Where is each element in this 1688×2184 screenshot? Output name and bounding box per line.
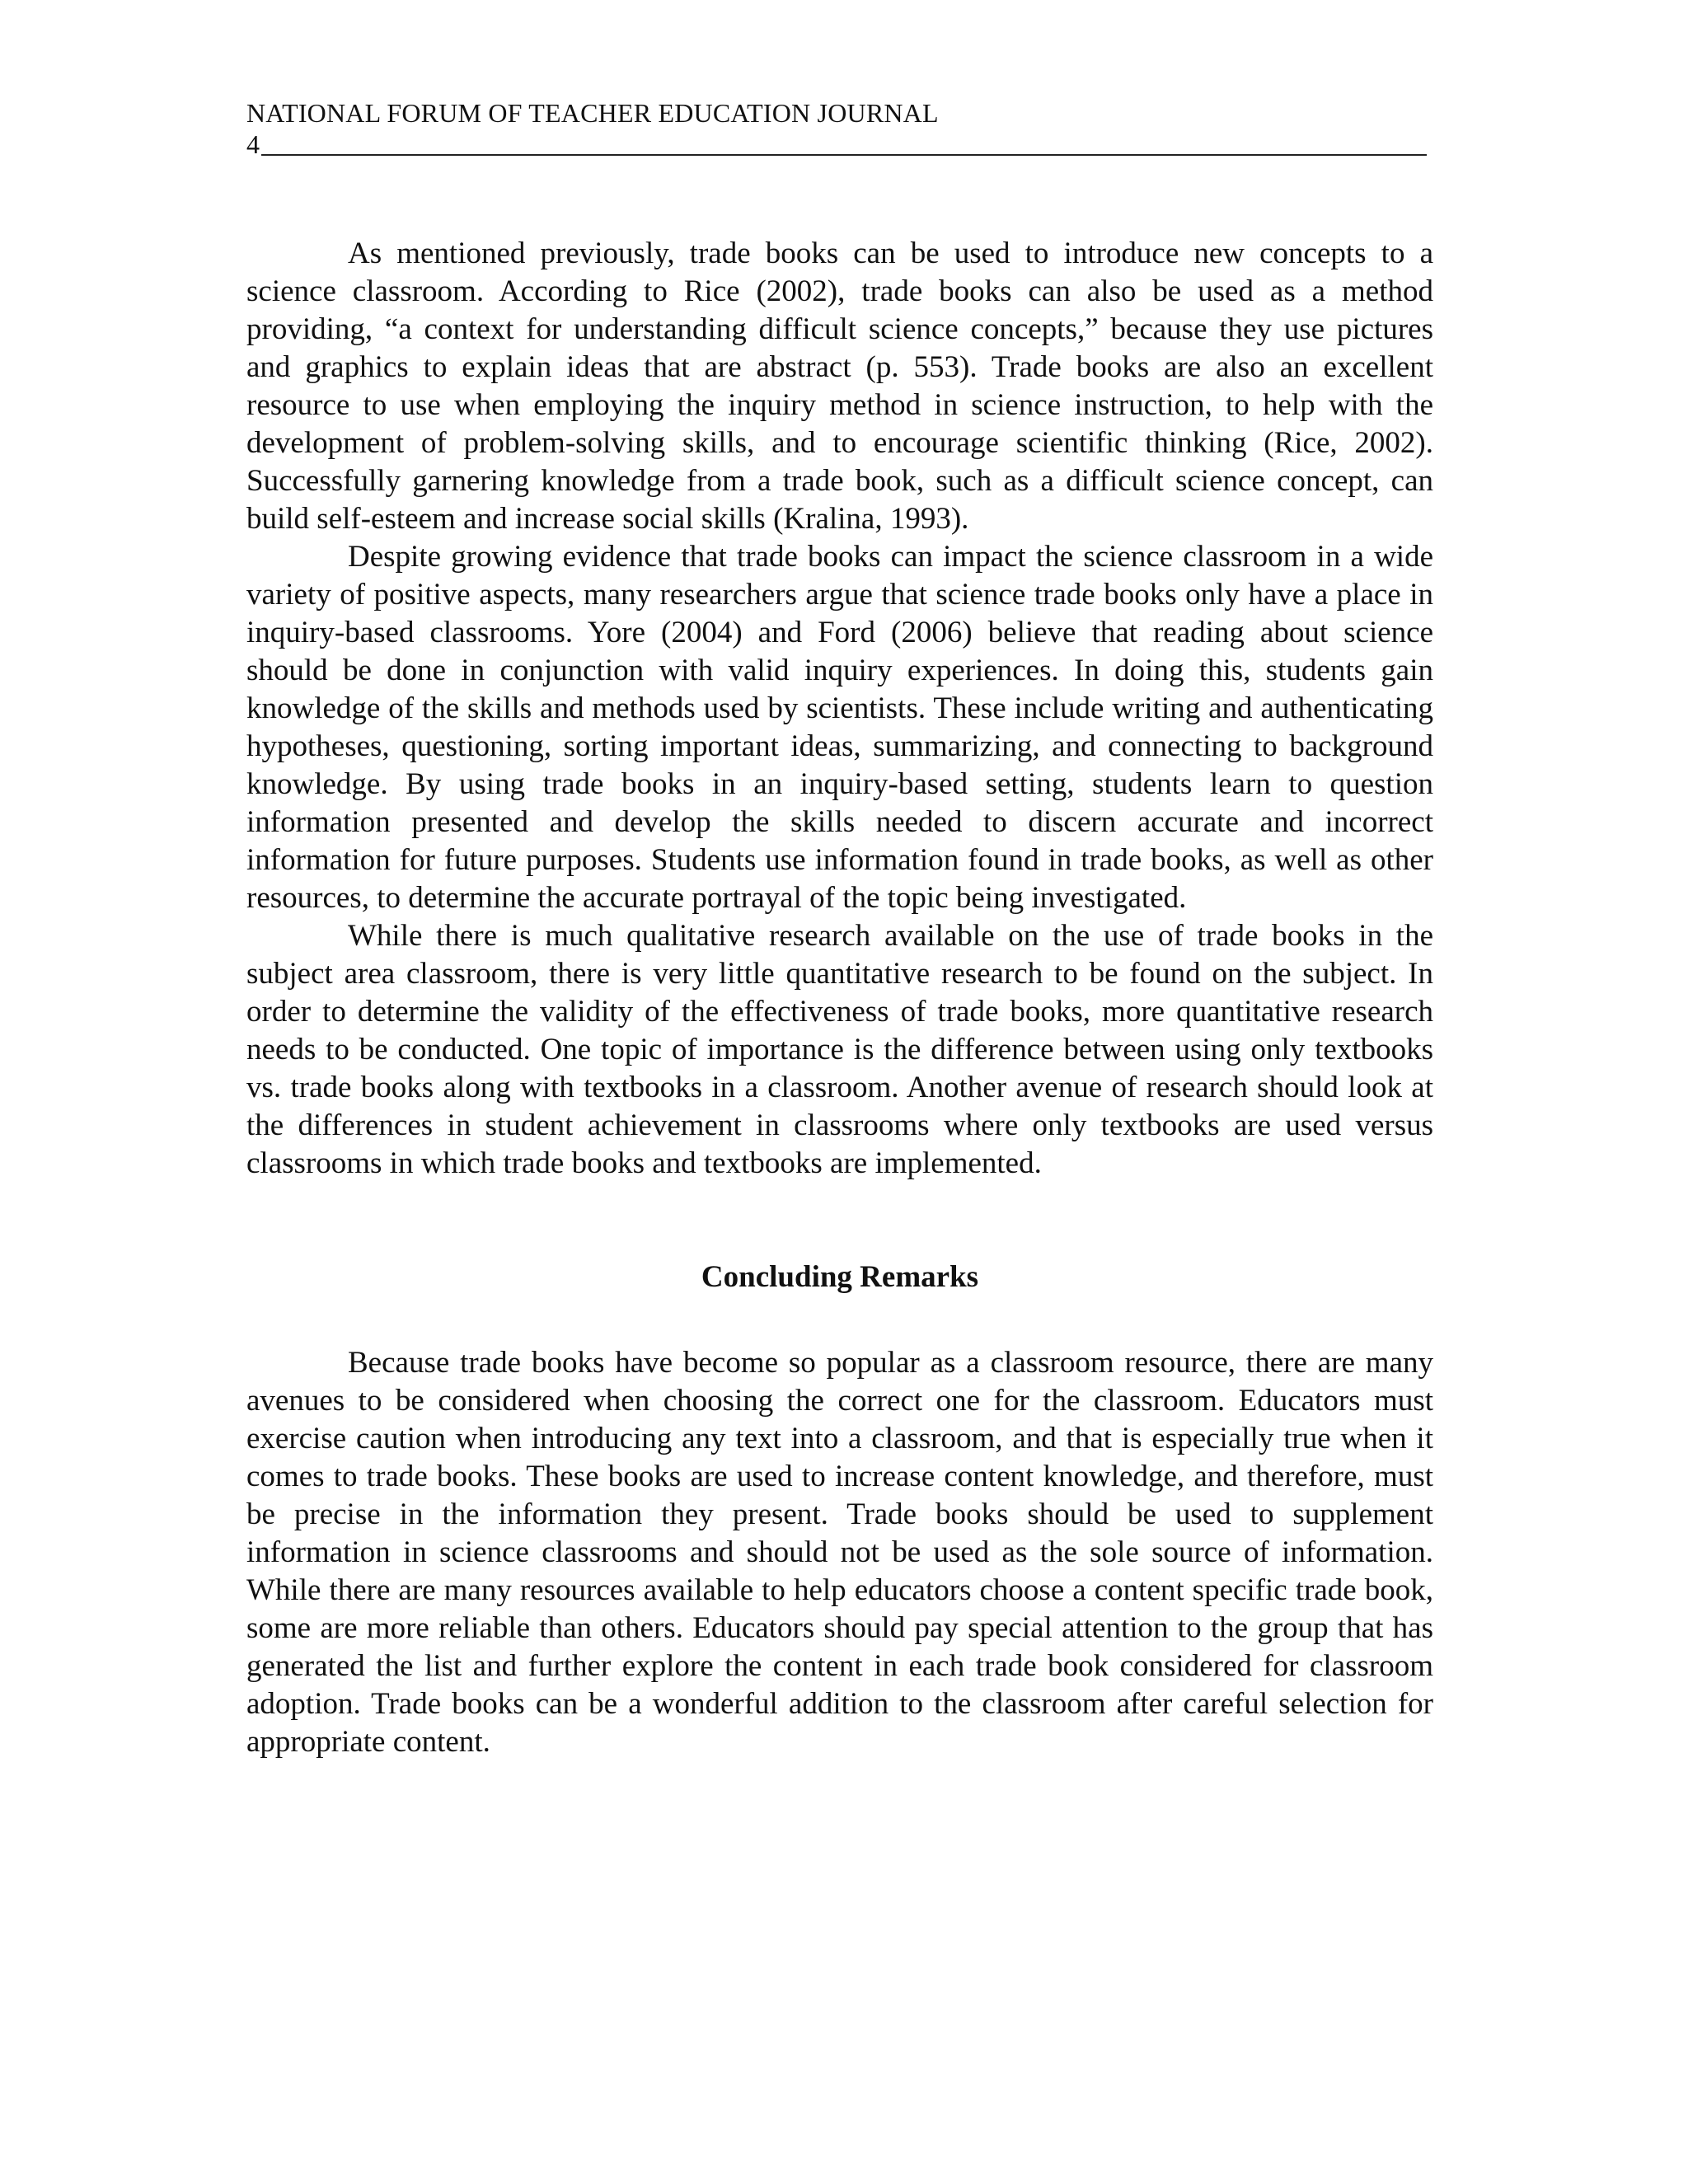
page-number-line [246, 129, 1427, 160]
header-rule [261, 154, 1427, 156]
section-heading-concluding-remarks: Concluding Remarks [701, 1260, 979, 1294]
body-paragraph-3: While there is much qualitative research available on the use of trade books in the subject area classroom, there is very little quantitative research to be found on the subject. In order to determine the validity of the effectiveness of trade books, more quantitative research needs to be conducted. One topic of importance is the difference between using only textbooks vs. trade books along with textbooks in a classroom. Another avenue of research should look at the differences in student achievement in classrooms where only textbooks are used versus classrooms in which trade books and textbooks are implemented. [246, 919, 1433, 1180]
article-body [246, 235, 1433, 1761]
page-number: 4 [246, 129, 260, 159]
journal-title: NATIONAL FORUM OF TEACHER EDUCATION JOURNAL [246, 98, 939, 128]
body-paragraph-2: Despite growing evidence that trade books can impact the science classroom in a wide variety of positive aspects, many researchers argue that science trade books only have a place in inquiry-based classrooms. Yore (2004) and Ford (2006) believe that reading about science should be done in conjunction with valid inquiry experiences. In doing this, students gain knowledge of the skills and methods used by scientists. These include writing and authenticating hypotheses, questioning, sorting important ideas, summarizing, and connecting to background knowledge. By using trade books in an inquiry-based setting, students learn to question information presented and develop the skills needed to discern accurate and incorrect information for future purposes. Students use information found in trade books, as well as other resources, to determine the accurate portrayal of the topic being investigated. [246, 540, 1433, 915]
body-paragraph-1: As mentioned previously, trade books can be used to introduce new concepts to a science classroom. According to Rice (2002), trade books can also be used as a method providing, “a context for understanding difficult science concepts,” because they use pictures and graphics to explain ideas that are abstract (p. 553). Trade books are also an excellent resource to use when employing the inquiry method in science instruction, to help with the development of problem-solving skills, and to encourage scientific thinking (Rice, 2002). Successfully garnering knowledge from a trade book, such as a difficult science concept, can build self-esteem and increase social skills (Kralina, 1993). [246, 237, 1433, 536]
concluding-paragraph: Because trade books have become so popular as a classroom resource, there are many avenues to be considered when choosing the correct one for the classroom. Educators must exercise caution when introducing any text into a classroom, and that is especially true when it comes to trade books. These books are used to increase content knowledge, and therefore, must be precise in the information they present. Trade books should be used to supplement information in science classrooms and should not be used as the sole source of information. While there are many resources available to help educators choose a content specific trade book, some are more reliable than others. Educators should pay special attention to the group that has generated the list and further explore the content in each trade book considered for classroom adoption. Trade books can be a wonderful addition to the classroom after careful selection for appropriate content. [246, 1346, 1433, 1759]
running-header [246, 97, 1427, 160]
